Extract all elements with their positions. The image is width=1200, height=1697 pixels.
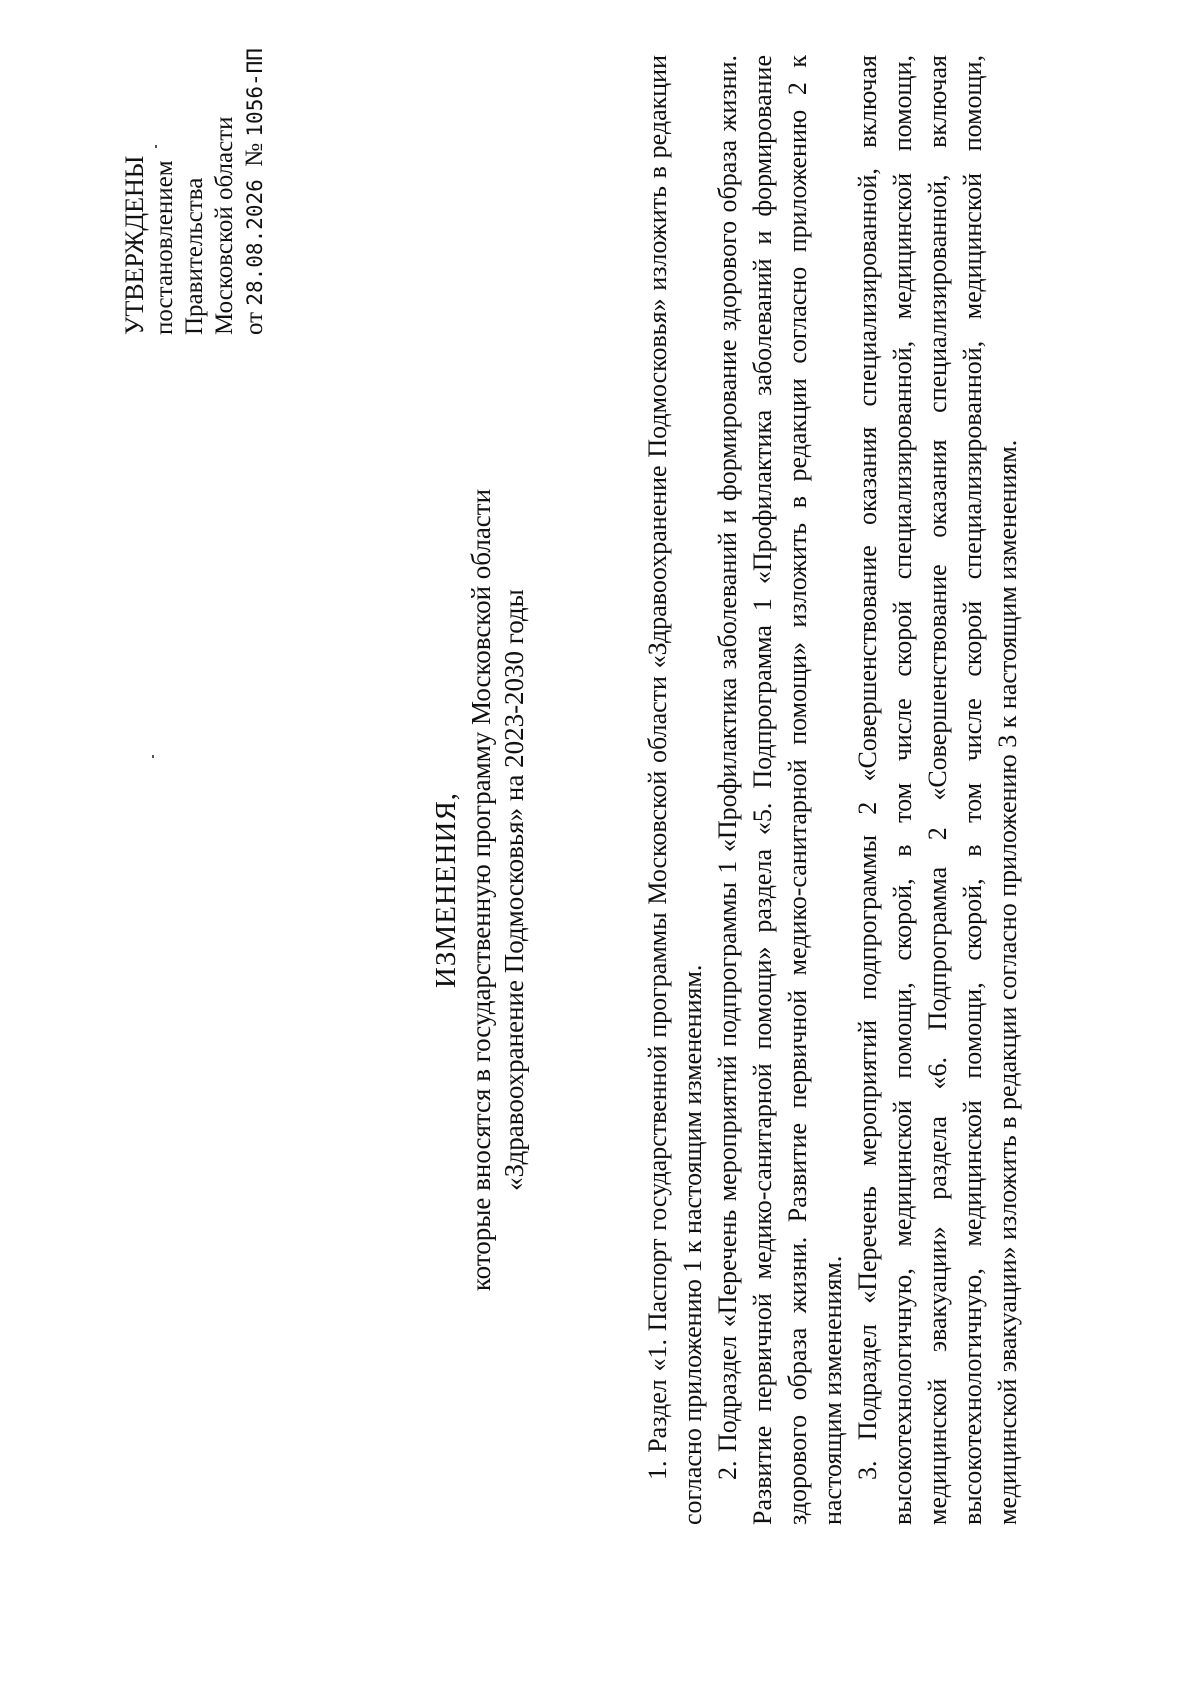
approval-title: УТВЕРЖДЕНЫ	[120, 155, 149, 335]
rotated-sheet	[0, 20, 1200, 1620]
scan-speck	[152, 755, 154, 758]
approval-line-1: постановлением Правительства	[151, 160, 208, 335]
approval-line-2: Московской области	[211, 116, 238, 335]
approval-number-prefix: №	[241, 142, 268, 167]
document-subtitle-line-1: которые вносятся в государственную программу Московской области	[466, 488, 496, 1292]
document-body	[640, 55, 1025, 1525]
approval-date: 28.08.2026	[243, 179, 267, 306]
scan-speck	[155, 145, 157, 148]
approval-date-prefix: от	[241, 305, 268, 335]
approval-date-line	[240, 15, 270, 335]
document-title: ИЗМЕНЕНИЯ,	[430, 791, 462, 989]
paragraph-3: 3. Подраздел «Перечень мероприятий подпрограммы 2 «Совершенствование оказания специализированной, включая высокотехнологичную, медицинской помощи, скорой, в том числе скорой специализированной, медицинской помощи, медицинской эвакуации» раздела «6. Подпрограмма 2 «Совершенствование оказания специализированной, включая высокотехнологичную, медицинской помощи, скорой, в том числе скорой специализированной, медицинской помощи, медицинской эвакуации» изложить в редакции согласно приложению 3 к настоящим изменениям.	[853, 55, 1022, 1525]
paragraph-1: 1. Раздел «1. Паспорт государственной программы Московской области «Здравоохранение Подмосковья» изложить в редакции согласно приложению 1 к настоящим изменениям.	[643, 55, 707, 1525]
document-subtitle-line-2: «Здравоохранение Подмосковья» на 2023-2030 годы	[499, 589, 529, 1191]
approval-number: 1056-ПП	[243, 48, 267, 137]
approval-stamp	[120, 15, 270, 335]
document-heading	[430, 390, 531, 1390]
paragraph-2: 2. Подраздел «Перечень мероприятий подпрограммы 1 «Профилактика заболеваний и формирование здорового образа жизни. Развитие первичной медико-санитарной помощи» раздела «5. Подпрограмма 1 «Профилактика заболеваний и формирование здорового образа жизни. Развитие первичной медико-санитарной помощи» изложить в редакции согласно приложению 2 к настоящим изменениям.	[713, 55, 847, 1525]
